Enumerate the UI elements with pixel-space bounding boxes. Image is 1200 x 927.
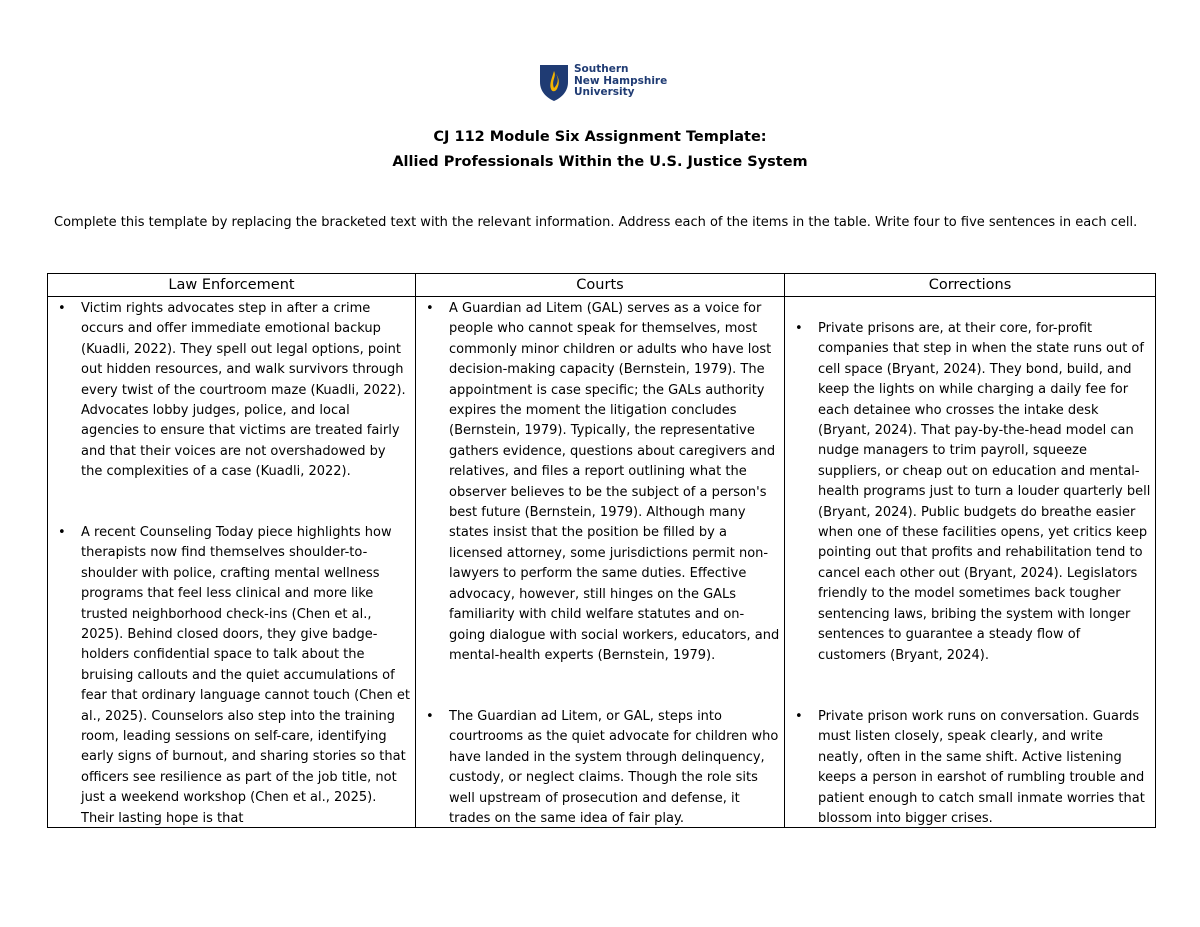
logo-line-2: New Hampshire [574,74,668,87]
cell-law-enforcement [48,297,416,828]
logo-wordmark [574,64,667,99]
logo-line-1: Southern [574,63,629,75]
bullet: • [795,709,803,724]
logo-line-3: University [574,86,635,98]
bullet: • [58,525,66,540]
title-line-1: CJ 112 Module Six Assignment Template: [433,129,767,145]
bullet: • [426,301,434,316]
professionals-table [47,273,1156,828]
title-line-2: Allied Professionals Within the U.S. Justice System [392,154,808,170]
table-header-row [48,274,1156,297]
list-item [785,707,1151,827]
header-courts: Courts [416,274,785,297]
list-item [416,707,780,827]
instructions-paragraph: Complete this template by replacing the bracketed text with the relevant information. Address each of the items in the table. Write four to five sentences in each cell. [54,215,1138,230]
cell-courts [416,297,785,828]
snhu-logo [539,64,669,104]
cell-corrections [785,297,1156,828]
list-item [48,299,411,483]
law-enforcement-item-2: A recent Counseling Today piece highlights how therapists now find themselves shoulder-to-shoulder with police, crafting mental wellness programs that feel less clinical and more like trusted neighborhood check-ins (Chen et al., 2025). Behind closed doors, they give badge-holders confidential space to talk about the bruising callouts and the quiet accumulations of fear that ordinary language cannot touch (Chen et al., 2025). Counselors also step into the training room, leading sessions on self-care, identifying early signs of burnout, and sharing stories so that officers see resilience as part of the job title, not just a weekend workshop (Chen et al., 2025). Their lasting hope is that [81,525,410,826]
list-item [785,319,1151,666]
bullet: • [58,301,66,316]
law-enforcement-item-1: Victim rights advocates step in after a crime occurs and offer immediate emotional backup (Kuadli, 2022). They spell out legal options, point out hidden resources, and walk survivors through every twist of the courtroom maze (Kuadli, 2022). Advocates lobby judges, police, and local agencies to ensure that victims are treated fairly and that their voices are not overshadowed by the complexities of a case (Kuadli, 2022). [81,301,406,480]
courts-item-1: A Guardian ad Litem (GAL) serves as a voice for people who cannot speak for themselves, most commonly minor children or adults who have lost decision-making capacity (Bernstein, 1979). The appointment is case specific; the GALs authority expires the moment the litigation concludes (Bernstein, 1979). Typically, the representative gathers evidence, questions about caregivers and relatives, and files a report outlining what the observer believes to be the subject of a person's best future (Bernstein, 1979). Although many states insist that the position be filled by a licensed attorney, some jurisdictions permit non-lawyers to perform the same duties. Effective advocacy, however, still hinges on the GALs familiarity with child welfare statutes and on-going dialogue with social workers, educators, and mental-health experts (Bernstein, 1979). [449,301,780,663]
header-law-enforcement: Law Enforcement [48,274,416,297]
bullet: • [426,709,434,724]
document-title [0,125,1200,175]
list-item [48,523,411,827]
bullet: • [795,321,803,336]
list-item [416,299,780,666]
courts-item-2: The Guardian ad Litem, or GAL, steps into courtrooms as the quiet advocate for children who have landed in the system through delinquency, custody, or neglect claims. Though the role sits well upstream of prosecution and defense, it trades on the same idea of fair play. [449,709,779,827]
corrections-item-2: Private prison work runs on conversation. Guards must listen closely, speak clearly, and write neatly, often in the same shift. Active listening keeps a person in earshot of rumbling trouble and patient enough to catch small inmate worries that blossom into bigger crises. [818,709,1145,827]
corrections-item-1: Private prisons are, at their core, for-profit companies that step in when the state runs out of cell space (Bryant, 2024). They bond, build, and keep the lights on while charging a daily fee for each detainee who crosses the intake desk (Bryant, 2024). That pay-by-the-head model can nudge managers to trim payroll, squeeze suppliers, or cheap out on education and mental-health programs just to turn a louder quarterly bell (Bryant, 2024). Public budgets do breathe easier when one of these facilities opens, yet critics keep pointing out that profits and rehabilitation tend to cancel each other out (Bryant, 2024). Legislators friendly to the model sometimes back tougher sentencing laws, bribing the system with longer sentences to guarantee a steady flow of customers (Bryant, 2024). [818,321,1151,663]
header-corrections: Corrections [785,274,1156,297]
table-row [48,297,1156,828]
shield-logo-icon [539,64,569,102]
